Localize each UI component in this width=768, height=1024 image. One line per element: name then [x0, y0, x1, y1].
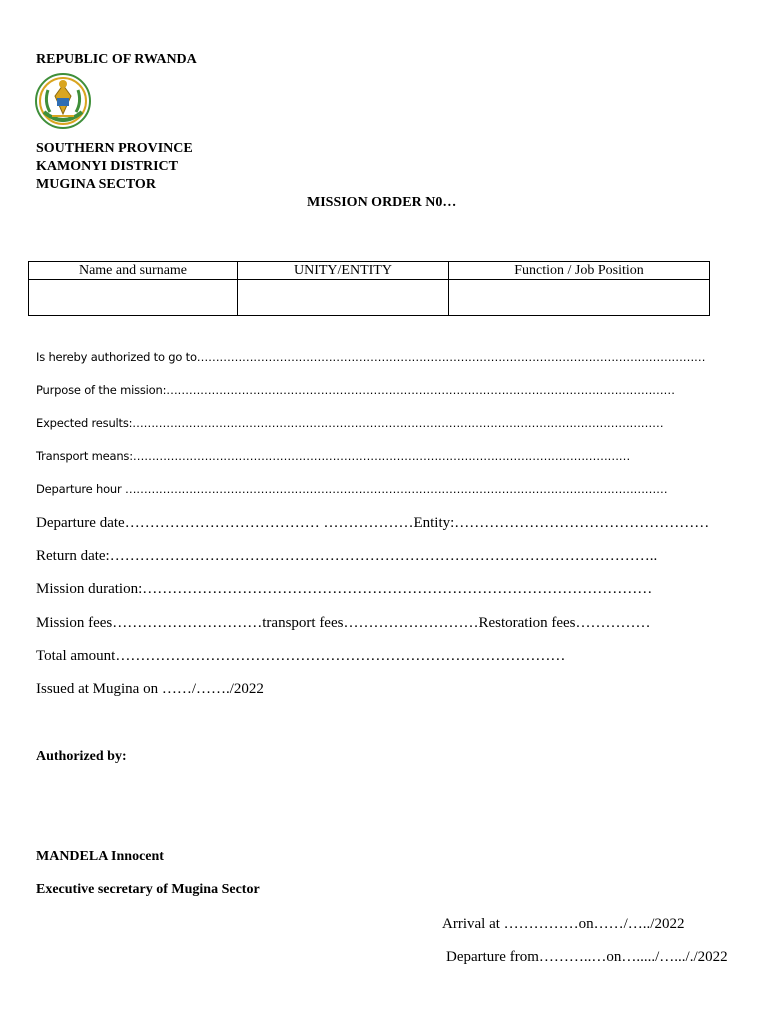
column-header-function: Function / Job Position	[449, 262, 710, 280]
total-amount-line: Total amount………………………………………………………………………………	[36, 648, 566, 664]
table-row	[29, 280, 710, 316]
mission-duration-line: Mission duration:…………………………………………………………………………………………	[36, 581, 653, 597]
purpose-line: Purpose of the mission:………………………………………………………………………………………………………………………	[36, 383, 675, 397]
district-header: KAMONYI DISTRICT	[36, 159, 178, 174]
rwanda-coat-of-arms-icon	[34, 72, 92, 130]
page-title: MISSION ORDER N0…	[307, 195, 457, 210]
signatory-name: MANDELA Innocent	[36, 849, 164, 864]
go-to-line: Is hereby authorized to go to………………………………………………………………………………………………………………………	[36, 350, 706, 364]
departure-date-line: Departure date………………………………… ………………Entity:……………………………………………	[36, 515, 710, 531]
issued-line: Issued at Mugina on ……/……./2022	[36, 681, 264, 697]
cell-name[interactable]	[29, 280, 238, 316]
cell-entity[interactable]	[238, 280, 449, 316]
expected-results-line: Expected results:……………………………………………………………………………………………………………………………	[36, 416, 664, 430]
arrival-line: Arrival at ……………on……/…../2022	[442, 916, 685, 932]
departure-from-line: Departure from………..…on…...../…..././2022	[446, 949, 728, 965]
table-header-row	[29, 262, 710, 280]
authorized-by-label: Authorized by:	[36, 749, 127, 764]
transport-means-line: Transport means:……………………………………………………………………………………………………………………	[36, 449, 631, 463]
signatory-position: Executive secretary of Mugina Sector	[36, 882, 260, 897]
cell-function[interactable]	[449, 280, 710, 316]
mission-table	[28, 261, 710, 316]
fees-line: Mission fees…………………………transport fees………………………Restoration fees……………	[36, 615, 651, 631]
departure-hour-line: Departure hour ………………………………………………………………………………………………………………………………	[36, 482, 668, 496]
province-header: SOUTHERN PROVINCE	[36, 141, 193, 156]
sector-header: MUGINA SECTOR	[36, 177, 156, 192]
country-header: REPUBLIC OF RWANDA	[36, 52, 197, 67]
column-header-entity: UNITY/ENTITY	[238, 262, 449, 280]
return-date-line: Return date:………………………………………………………………………………………………..	[36, 548, 658, 564]
column-header-name: Name and surname	[29, 262, 238, 280]
